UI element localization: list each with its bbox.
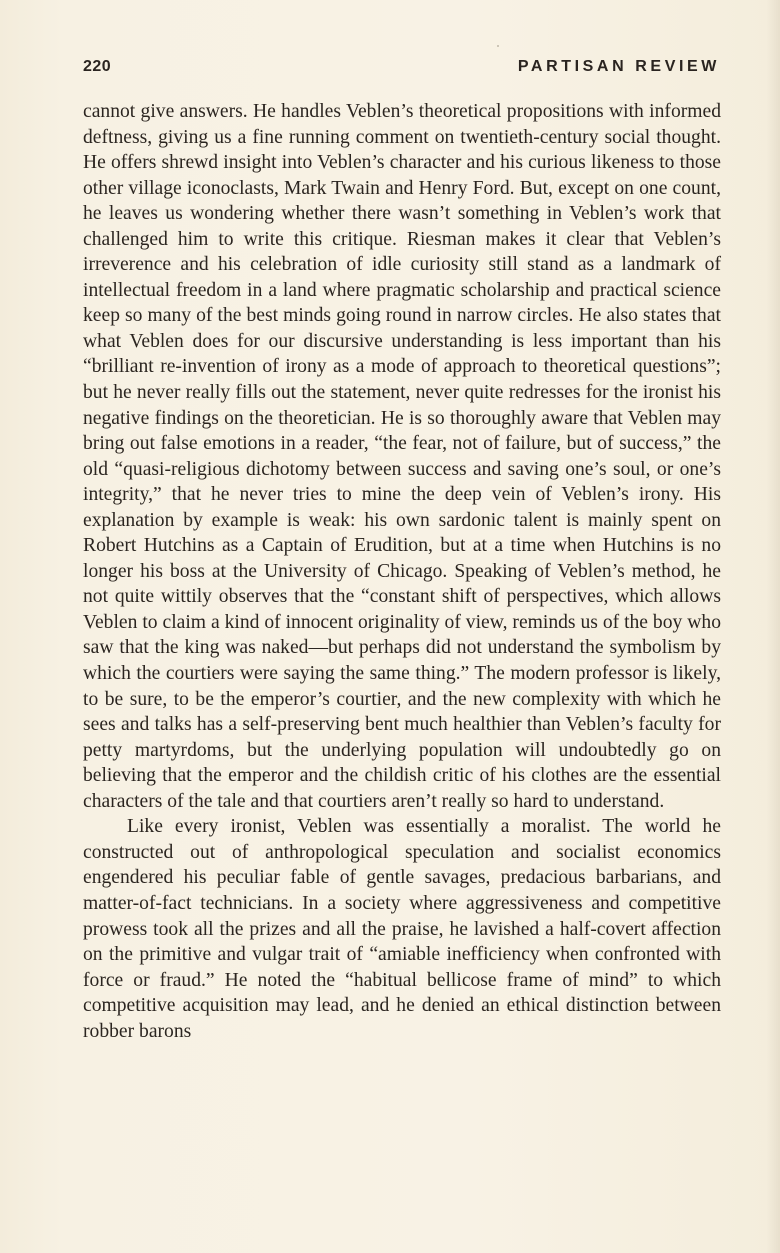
paragraph-1: cannot give answers. He handles Veblen’s theoretical propositions with informed deftness, giving us a fine running comment on twentieth-century social thought. He offers shrewd insight into Veblen’s character and his curious likeness to those other village iconoclasts, Mark Twain and Henry Ford. But, except on one count, he leaves us wondering whether there wasn’t something in Veblen’s work that challenged him to write this critique. Riesman makes it clear that Veblen’s irreverence and his celebration of idle curiosity still stand as a landmark of intellectual freedom in a land where pragmatic scholarship and practical science keep so many of the best minds going round in narrow circles. He also states that what Veblen does for our discursive understanding is less important than his “brilliant re-invention of irony as a mode of approach to theoretical questions”; but he never really fills out the statement, never quite redresses for the ironist his negative findings on the theoretician. He is so thoroughly aware that Veblen may bring out false emotions in a reader, “the fear, not of failure, but of success,” the old “quasi-religious dichotomy between success and saving one’s soul, or one’s integrity,” that he never tries to mine the deep vein of Veblen’s irony. His explanation by example is weak: his own sardonic talent is mainly spent on Robert Hutchins as a Captain of Erudition, but at a time when Hutchins is no longer his boss at the University of Chicago. Speaking of Veblen’s method, he not quite wittily observes that the “constant shift of perspectives, which allows Veblen to claim a kind of innocent originality of view, reminds us of the boy who saw that the king was naked—but perhaps did not understand the symbolism by which the courtiers were saying the same thing.” The modern professor is likely, to be sure, to be the emperor’s courtier, and the new complexity with which he sees and talks has a self-preserving bent much healthier than Veblen’s faculty for petty martyrdoms, but the underlying population will undoubtedly go on believing that the emperor and the childish critic of his clothes are the essential characters of the tale and that courtiers aren’t really so hard to understand. bbox=[83, 101, 721, 812]
page-header bbox=[83, 54, 720, 84]
paper-speck bbox=[497, 45, 499, 47]
paragraph-2: Like every ironist, Veblen was essentially a moralist. The world he constructed out of anthropological speculation and socialist economics engendered his peculiar fable of gentle savages, predacious barbarians, and matter-of-fact technicians. In a society where aggressiveness and competitive prowess took all the prizes and all the praise, he lavished a half-covert affection on the primitive and vulgar trait of “amiable inefficiency when confronted with force or fraud.” He noted the “habitual bellicose frame of mind” to which competitive acquisition may lead, and he denied an ethical distinction between robber barons bbox=[83, 816, 721, 1042]
body-text bbox=[83, 99, 721, 1044]
running-title: PARTISAN REVIEW bbox=[517, 58, 720, 75]
page-number: 220 bbox=[83, 58, 112, 75]
page-edge-shadow bbox=[766, 0, 780, 1253]
